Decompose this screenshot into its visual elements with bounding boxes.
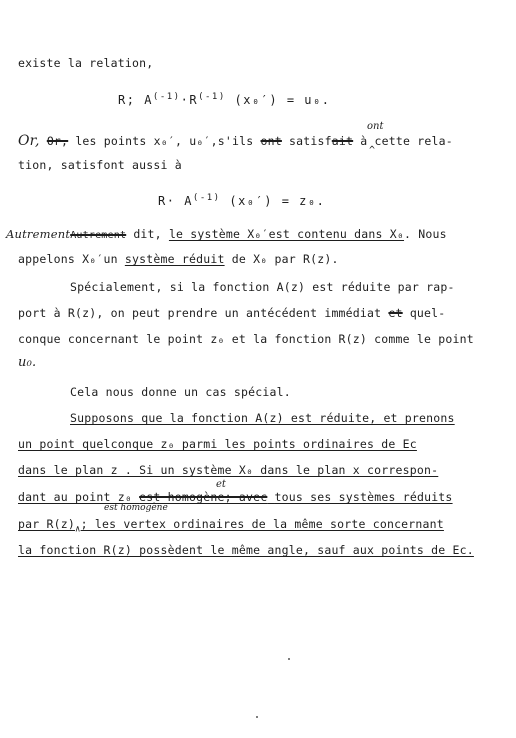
text-line-9: conque concernant le point z₀ et la fonction R(z) comme le point: [18, 332, 474, 346]
text-line-5: AutrementAutrement dit, le système X₀′est contenu dans X₀. Nous: [6, 227, 447, 241]
text-line-7: Spécialement, si la fonction A(z) est réduite par rap-: [70, 280, 455, 294]
caret-mark: ^: [369, 145, 376, 156]
text-line-17: la fonction R(z) possèdent le même angle, sauf aux points de Ec.: [18, 543, 474, 557]
text-line-1: existe la relation,: [18, 56, 154, 70]
text-line-6: appelons X₀′un système réduit de X₀ par R(z).: [18, 252, 339, 266]
equation-2: $R\cdot A^{(-1)}$ (x₀′) = z₀.: [158, 193, 326, 208]
text-line-16: par $R(z)_\wedge$; les vertex ordinaires de la même sorte concernant: [18, 517, 444, 535]
text-line-4: tion, satisfont aussi à: [18, 158, 182, 172]
text-line-14: dans le plan z . Si un système X₀ dans le plan x correspon-: [18, 463, 439, 477]
text-line-3: Or, Or, les points x₀′, u₀′,s'ils ont satisfait à cette rela-: [18, 133, 453, 149]
ink-speck: [288, 658, 290, 660]
text-line-10: u₀.: [18, 355, 37, 370]
text-line-13: un point quelconque z₀ parmi les points ordinaires de Ec: [18, 437, 417, 451]
ink-speck: [256, 716, 258, 718]
text-line-8: port à R(z), on peut prendre un antécédent immédiat et quel-: [18, 306, 446, 320]
text-line-11: Cela nous donne un cas spécial.: [70, 385, 291, 399]
text-line-12: Supposons que la fonction A(z) est réduite, et prenons: [70, 411, 455, 425]
handwritten-insertion-homogene: est homogène: [104, 503, 168, 513]
equation-1: R; $A^{(-1)}\cdot R^{(-1)}$ (x₀′) = u₀.: [118, 92, 331, 107]
handwritten-insertion-ont: ont: [367, 121, 384, 132]
text-line-15: dant au point z₀ est homogène; avec tous ses systèmes réduits: [18, 490, 453, 504]
handwritten-insertion-et: et: [216, 479, 226, 490]
